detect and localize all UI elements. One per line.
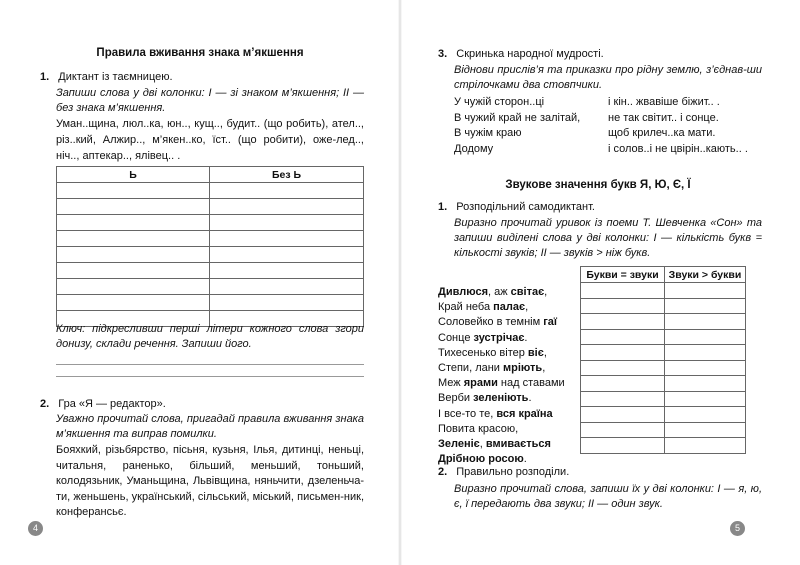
- table-row[interactable]: [581, 314, 746, 330]
- poem-text: ,: [525, 301, 529, 314]
- poem-text: .: [523, 453, 527, 466]
- poem-text: Тихесенько вітер: [438, 346, 528, 359]
- poem-text: Верби: [438, 392, 474, 405]
- task1-words: Уман..щина, люл..ка, юн.., кущ.., будит.. (що робить), ател.., різ..кий, Алжир.., м’якен..ко, їст.. (що робити), оже-лед.., ніч.., аптекар.., ялівец.. .: [56, 118, 364, 162]
- table-row[interactable]: [581, 422, 746, 438]
- poem-text: над ставами: [497, 377, 565, 390]
- table-header-more-sounds: Звуки > букви: [665, 267, 746, 283]
- r-task1-number: 1.: [438, 201, 448, 213]
- poem-text: ,: [544, 286, 548, 298]
- poem-text: Соловейко в темнім: [438, 316, 544, 329]
- r-task1-answer-table[interactable]: [580, 266, 746, 454]
- r-task1-heading: Розподільний самодиктант.: [456, 201, 595, 213]
- poem-text: Меж: [438, 377, 464, 390]
- task3-instruction: Віднови прислів’я та приказки про рідну землю, з’єднав-ши стрілочками два стовпчики.: [454, 64, 762, 91]
- poem-line: [438, 422, 578, 437]
- table-row[interactable]: [581, 438, 746, 454]
- highlighted-word: зустрічає: [473, 331, 525, 344]
- poem-text: Сонце: [438, 331, 474, 344]
- page-number-left: 4: [28, 521, 43, 536]
- highlighted-word: Дрібною росою: [438, 453, 524, 466]
- table-row[interactable]: [581, 360, 746, 376]
- highlighted-word: Зеленіє: [438, 437, 480, 450]
- table-row[interactable]: [581, 407, 746, 423]
- poem-text: .: [528, 392, 532, 405]
- proverb-end[interactable]: не так світит.. і сонце.: [608, 111, 719, 124]
- table-row[interactable]: [581, 391, 746, 407]
- highlighted-word: палає: [493, 301, 526, 314]
- task2-header: [40, 398, 166, 410]
- table-row[interactable]: [581, 283, 746, 299]
- proverb-start[interactable]: В чужім краю: [454, 127, 522, 139]
- poem-line: [438, 300, 578, 315]
- poem: [438, 285, 578, 467]
- poem-line: [438, 437, 578, 452]
- table-header-soft-sign: Ь: [57, 167, 210, 183]
- task2-instruction: Уважно прочитай слова, пригадай правила вживання знака м’якшення та виправ помилки.: [56, 413, 364, 440]
- proverb-end[interactable]: і солов..і не цвірін..кають.. .: [608, 142, 748, 155]
- r-task1-instruction: Виразно прочитай уривок із поеми Т. Шевченка «Сон» та запиши виділені слова у дві колонки: І — кількість букв = кількості звуків; ІІ — звуків > ніж букв.: [454, 217, 762, 259]
- task1-key: Ключ: підкресливши перші літери кожного слова згори донизу, склади речення. Запиши його.: [56, 323, 364, 350]
- poem-text: .: [524, 331, 528, 344]
- highlighted-word: вмивається: [485, 437, 551, 450]
- proverb-left-column: [454, 95, 604, 157]
- answer-line[interactable]: [56, 364, 364, 365]
- highlighted-word: вся країна: [496, 407, 553, 420]
- poem-line: [438, 391, 578, 406]
- answer-line[interactable]: [56, 376, 364, 377]
- poem-text: ,: [543, 346, 547, 359]
- poem-text: , аж: [488, 286, 511, 298]
- poem-text: Край неба: [438, 301, 494, 314]
- poem-line: [438, 452, 578, 467]
- poem-line: [438, 376, 578, 391]
- highlighted-word: гаї: [543, 316, 558, 329]
- table-row[interactable]: [57, 263, 364, 279]
- left-page-title: Правила вживання знака м’якшення: [96, 47, 304, 59]
- r-task2-header: [438, 466, 569, 478]
- highlighted-word: світає: [510, 286, 545, 298]
- table-header-no-soft-sign: Без Ь: [210, 167, 364, 183]
- table-row[interactable]: [57, 183, 364, 199]
- task1-answer-table[interactable]: [56, 166, 364, 327]
- task1-number: 1.: [40, 71, 50, 83]
- table-row[interactable]: [581, 329, 746, 345]
- table-row[interactable]: [57, 231, 364, 247]
- table-row[interactable]: [581, 376, 746, 392]
- task1-instruction: Запиши слова у дві колонки: І — зі знаком м’якшення; ІІ — без знака м’якшення.: [56, 87, 364, 114]
- page-number-right: 5: [730, 521, 745, 536]
- task2-number: 2.: [40, 398, 50, 410]
- highlighted-word: Дивлюся: [438, 286, 488, 298]
- table-row[interactable]: [581, 298, 746, 314]
- proverb-right-column: [608, 95, 768, 157]
- proverb-start[interactable]: Додому: [454, 142, 494, 155]
- proverb-start[interactable]: В чужий край не залітай,: [454, 111, 581, 124]
- task3-header: [438, 48, 604, 60]
- proverb-end[interactable]: щоб крилеч..ка мати.: [608, 127, 716, 139]
- table-row[interactable]: [57, 215, 364, 231]
- task3-number: 3.: [438, 48, 448, 60]
- poem-line: [438, 346, 578, 361]
- poem-text: Степи, лани: [438, 361, 504, 374]
- r-task2-instruction: Виразно прочитай слова, запиши їх у дві колонки: І — я, ю, є, ї передають два звуки; ІІ — один звук.: [454, 483, 762, 510]
- r-task2-number: 2.: [438, 466, 448, 478]
- highlighted-word: зеленіють: [473, 392, 529, 405]
- right-page: [400, 0, 800, 565]
- highlighted-word: ярами: [463, 377, 498, 390]
- table-header-equal: Букви = звуки: [581, 267, 665, 283]
- poem-text: Повита красою,: [438, 422, 519, 435]
- poem-line: [438, 285, 578, 300]
- proverb-start[interactable]: У чужій сторон..ці: [454, 96, 545, 108]
- r-task2-heading: Правильно розподіли.: [456, 466, 570, 478]
- poem-text: І все-то те,: [438, 407, 497, 420]
- poem-line: [438, 331, 578, 346]
- task2-words: Бояхкий, різьбярство, пісьня, кузьня, Ілья, дитинці, неньці, читальня, раненько, більший, меньший, тоньший, колодязьник, Уманьщина, Львівщина, няньчити, дзеленьча-ти, женьшень, український, сільський, міський, письмен-ник, конферансьє.: [56, 444, 364, 518]
- table-row[interactable]: [57, 279, 364, 295]
- poem-line: [438, 361, 578, 376]
- poem-line: [438, 407, 578, 422]
- poem-text: ,: [542, 361, 546, 374]
- proverb-end[interactable]: і кін.. жвавіше біжит.. .: [608, 96, 720, 108]
- table-row[interactable]: [57, 295, 364, 311]
- task1-heading: Диктант із таємницею.: [58, 71, 173, 83]
- poem-line: [438, 315, 578, 330]
- table-row[interactable]: [57, 247, 364, 263]
- poem-text: ,: [479, 437, 486, 450]
- r-task1-header: [438, 201, 595, 213]
- task2-heading: Гра «Я — редактор».: [58, 398, 166, 410]
- task3-heading: Скринька народної мудрості.: [456, 48, 604, 60]
- table-row[interactable]: [57, 199, 364, 215]
- table-row[interactable]: [581, 345, 746, 361]
- highlighted-word: віє: [527, 346, 544, 359]
- highlighted-word: мріють: [503, 361, 543, 374]
- task1-header: [40, 71, 173, 83]
- section-title: Звукове значення букв Я, Ю, Є, Ї: [505, 179, 691, 191]
